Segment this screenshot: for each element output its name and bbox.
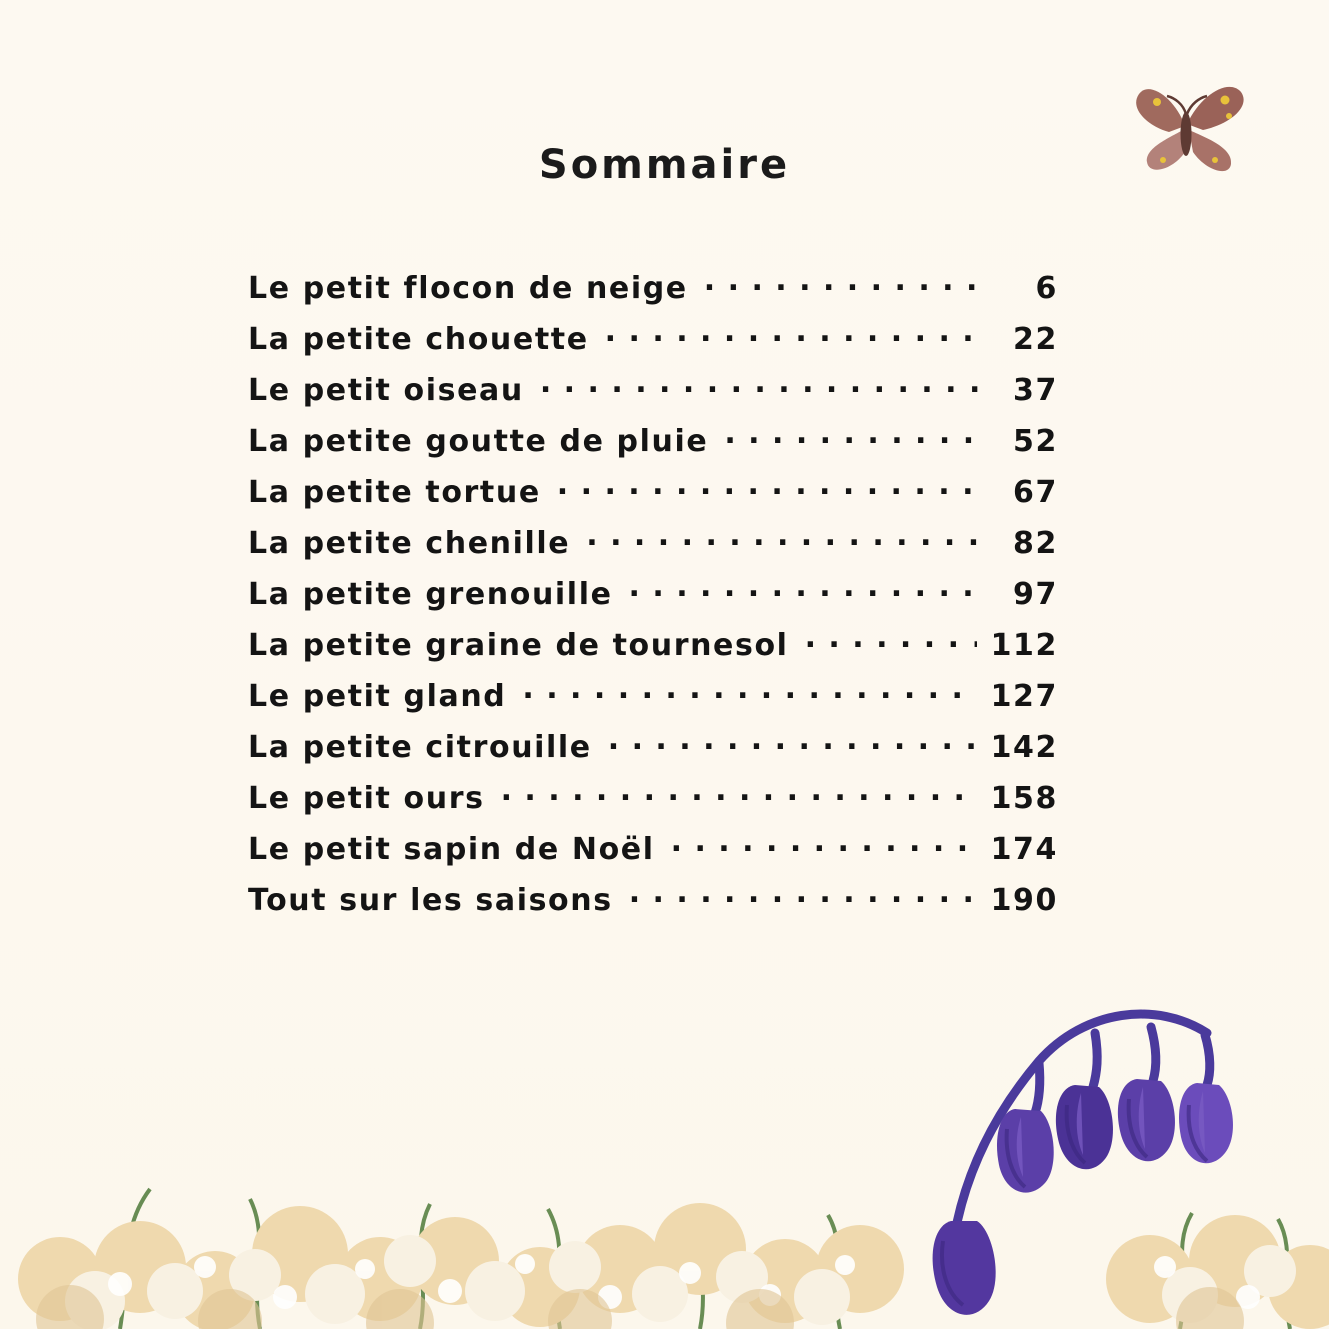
toc-leader-dots [608, 727, 977, 757]
toc-entry-page: 6 [1035, 271, 1058, 306]
toc-entry[interactable] [248, 829, 1058, 880]
toc-leader-dots [724, 421, 986, 451]
toc-entry[interactable] [248, 370, 1058, 421]
toc-entry-label: Le petit flocon de neige [248, 271, 688, 306]
toc-entry[interactable] [248, 727, 1058, 778]
toc-entry-label: Tout sur les saisons [248, 883, 613, 918]
toc-entry-page: 112 [990, 628, 1058, 663]
toc-entry-label: Le petit ours [248, 781, 485, 816]
toc-leader-dots [704, 268, 986, 298]
toc-entry[interactable] [248, 778, 1058, 829]
toc-leader-dots [629, 880, 977, 910]
toc-leader-dots [805, 625, 977, 655]
toc-entry-page: 127 [990, 679, 1058, 714]
toc-entry[interactable] [248, 523, 1058, 574]
toc-entry-label: La petite grenouille [248, 577, 613, 612]
toc-entry-page: 158 [990, 781, 1058, 816]
toc-entry-page: 97 [1013, 577, 1058, 612]
toc-leader-dots [522, 676, 976, 706]
toc-entry-page: 37 [1013, 373, 1058, 408]
toc-entry-page: 142 [990, 730, 1058, 765]
toc-entry[interactable] [248, 472, 1058, 523]
toc-entry-page: 190 [990, 883, 1058, 918]
toc-entry-label: La petite citrouille [248, 730, 592, 765]
toc-entry-label: Le petit oiseau [248, 373, 524, 408]
toc-entry-label: La petite goutte de pluie [248, 424, 709, 459]
toc-entry[interactable] [248, 268, 1058, 319]
toc-entry-page: 67 [1013, 475, 1058, 510]
toc-leader-dots [540, 370, 986, 400]
toc-entry-label: La petite graine de tournesol [248, 628, 789, 663]
toc-entry-page: 22 [1013, 322, 1058, 357]
toc-entry[interactable] [248, 574, 1058, 625]
table-of-contents [248, 268, 1058, 931]
toc-leader-dots [671, 829, 977, 859]
toc-entry-label: Le petit sapin de Noël [248, 832, 655, 867]
toc-entry-page: 52 [1013, 424, 1058, 459]
toc-entry-label: La petite tortue [248, 475, 541, 510]
toc-entry[interactable] [248, 676, 1058, 727]
toc-entry[interactable] [248, 319, 1058, 370]
toc-entry[interactable] [248, 625, 1058, 676]
toc-entry-label: Le petit gland [248, 679, 507, 714]
toc-entry[interactable] [248, 880, 1058, 931]
toc-entry-page: 174 [990, 832, 1058, 867]
bluebell-flower-icon [889, 989, 1269, 1329]
toc-entry-page: 82 [1013, 526, 1058, 561]
toc-entry[interactable] [248, 421, 1058, 472]
page-title: Sommaire [538, 142, 791, 188]
toc-leader-dots [586, 523, 986, 553]
toc-entry-label: La petite chouette [248, 322, 589, 357]
toc-leader-dots [557, 472, 986, 502]
toc-leader-dots [629, 574, 986, 604]
toc-leader-dots [605, 319, 986, 349]
toc-entry-label: La petite chenille [248, 526, 571, 561]
toc-leader-dots [501, 778, 977, 808]
